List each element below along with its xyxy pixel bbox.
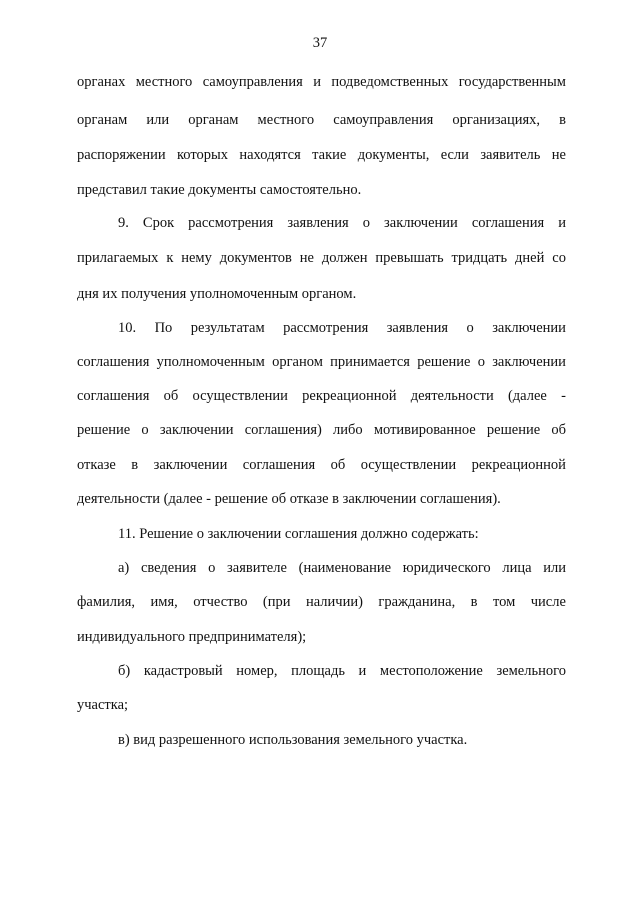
text-line: представил такие документы самостоятельно. (77, 182, 362, 198)
text-line: дня их получения уполномоченным органом. (77, 286, 357, 302)
page-number: 37 (312, 35, 328, 51)
text-line: фамилия, имя, отчество (при наличии) гражданина, в том числе (77, 594, 566, 610)
text-line: органам или органам местного самоуправления организациях, в (77, 112, 566, 128)
text-line: а) сведения о заявителе (наименование юридического лица или (118, 560, 566, 576)
text-line: б) кадастровый номер, площадь и местоположение земельного (118, 663, 566, 679)
text-line: участка; (77, 697, 129, 713)
text-line: решение о заключении соглашения) либо мотивированное решение об (77, 422, 566, 438)
text-line: распоряжении которых находятся такие документы, если заявитель не (77, 147, 566, 163)
text-line: органах местного самоуправления и подведомственных государственным (77, 74, 566, 90)
text-line: в) вид разрешенного использования земельного участка. (118, 732, 468, 748)
text-line: прилагаемых к нему документов не должен превышать тридцать дней со (77, 250, 566, 266)
text-line: соглашения об осуществлении рекреационной деятельности (далее - (77, 388, 566, 404)
text-line: 10. По результатам рассмотрения заявления о заключении (118, 320, 566, 336)
text-line: отказе в заключении соглашения об осуществлении рекреационной (77, 457, 566, 473)
text-line: 9. Срок рассмотрения заявления о заключении соглашения и (118, 215, 566, 231)
text-line: деятельности (далее - решение об отказе в заключении соглашения). (77, 491, 501, 507)
text-line: 11. Решение о заключении соглашения должно содержать: (118, 526, 479, 542)
text-line: соглашения уполномоченным органом принимается решение о заключении (77, 354, 566, 370)
text-line: индивидуального предпринимателя); (77, 629, 307, 645)
